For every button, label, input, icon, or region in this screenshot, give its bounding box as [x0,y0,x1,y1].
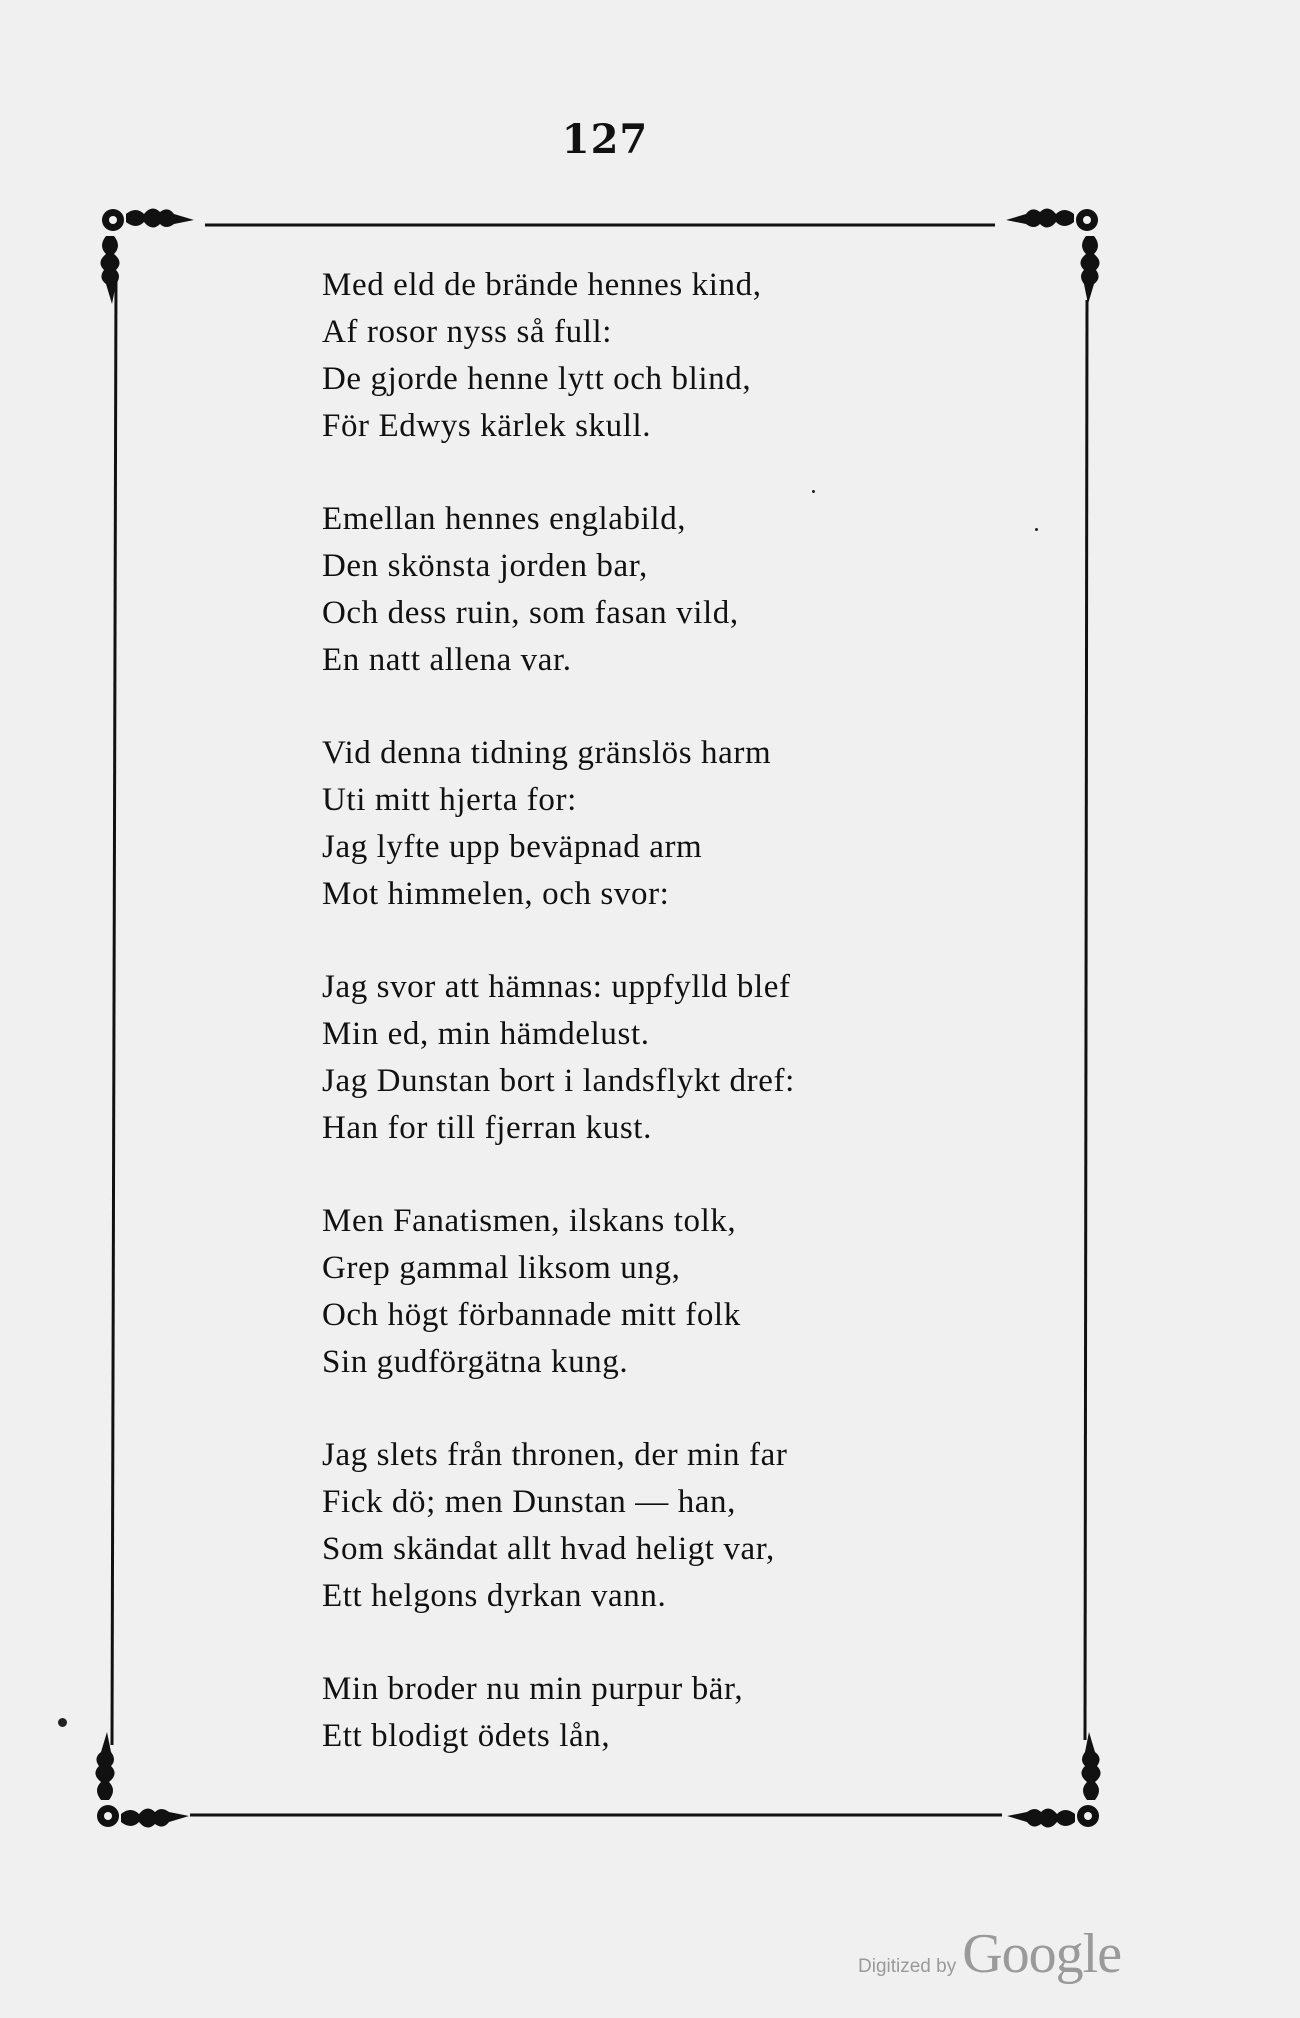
stanza [322,1666,942,1760]
poem-line: Mot himmelen, och svor: [322,876,670,912]
poem-line: Grep gammal liksom ung, [322,1250,681,1286]
ink-speck [58,1718,67,1727]
poem-line: Och högt förbannade mitt folk [322,1297,741,1333]
stanza [322,1198,942,1386]
poem-line: Ett blodigt ödets lån, [322,1718,611,1754]
poem-line: Sin gudförgätna kung. [322,1344,629,1380]
watermark-prefix: Digitized by [858,1956,957,1977]
poem-line: De gjorde henne lytt och blind, [322,361,752,397]
poem-line: En natt allena var. [322,642,572,678]
google-logo: Google [962,1923,1122,1985]
poem-line: Med eld de brände hennes kind, [322,267,762,303]
poem-line: Vid denna tidning gränslös harm [322,735,772,771]
poem [322,262,942,1806]
stanza [322,262,942,450]
poem-line: Jag Dunstan bort i landsflykt dref: [322,1063,795,1099]
digitized-by-google-watermark [858,1922,1121,1986]
poem-line: Jag svor att hämnas: uppfylld blef [322,969,791,1005]
stanza [322,1432,942,1620]
corner-ornament-bottom-left [95,1732,189,1828]
ink-speck [1035,528,1038,531]
corner-ornament-top-right [1006,208,1100,304]
poem-line: Den skönsta jorden bar, [322,548,648,584]
poem-line: För Edwys kärlek skull. [322,408,652,444]
poem-line: Af rosor nyss så full: [322,314,613,350]
stanza [322,730,942,918]
left-rule [112,275,116,1745]
poem-line: Jag lyfte upp beväpnad arm [322,829,703,865]
poem-line: Min ed, min hämdelust. [322,1016,650,1052]
poem-line: Och dess ruin, som fasan vild, [322,595,739,631]
poem-line: Fick dö; men Dunstan — han, [322,1484,736,1520]
poem-line: Som skändat allt hvad heligt var, [322,1531,775,1567]
poem-line: Ett helgons dyrkan vann. [322,1578,667,1614]
poem-line: Jag slets från thronen, der min far [322,1437,788,1473]
poem-line: Min broder nu min purpur bär, [322,1671,744,1707]
poem-line: Uti mitt hjerta for: [322,782,577,818]
page-number: 127 [561,116,649,163]
poem-line: Emellan hennes englabild, [322,501,687,537]
right-rule [1085,300,1087,1740]
poem-line: Han for till fjerran kust. [322,1110,652,1146]
stanza [322,964,942,1152]
ink-speck [812,490,815,493]
poem-line: Men Fanatismen, ilskans tolk, [322,1203,737,1239]
corner-ornament-top-left [100,208,194,304]
corner-ornament-bottom-right [1007,1732,1101,1828]
stanza [322,496,942,684]
